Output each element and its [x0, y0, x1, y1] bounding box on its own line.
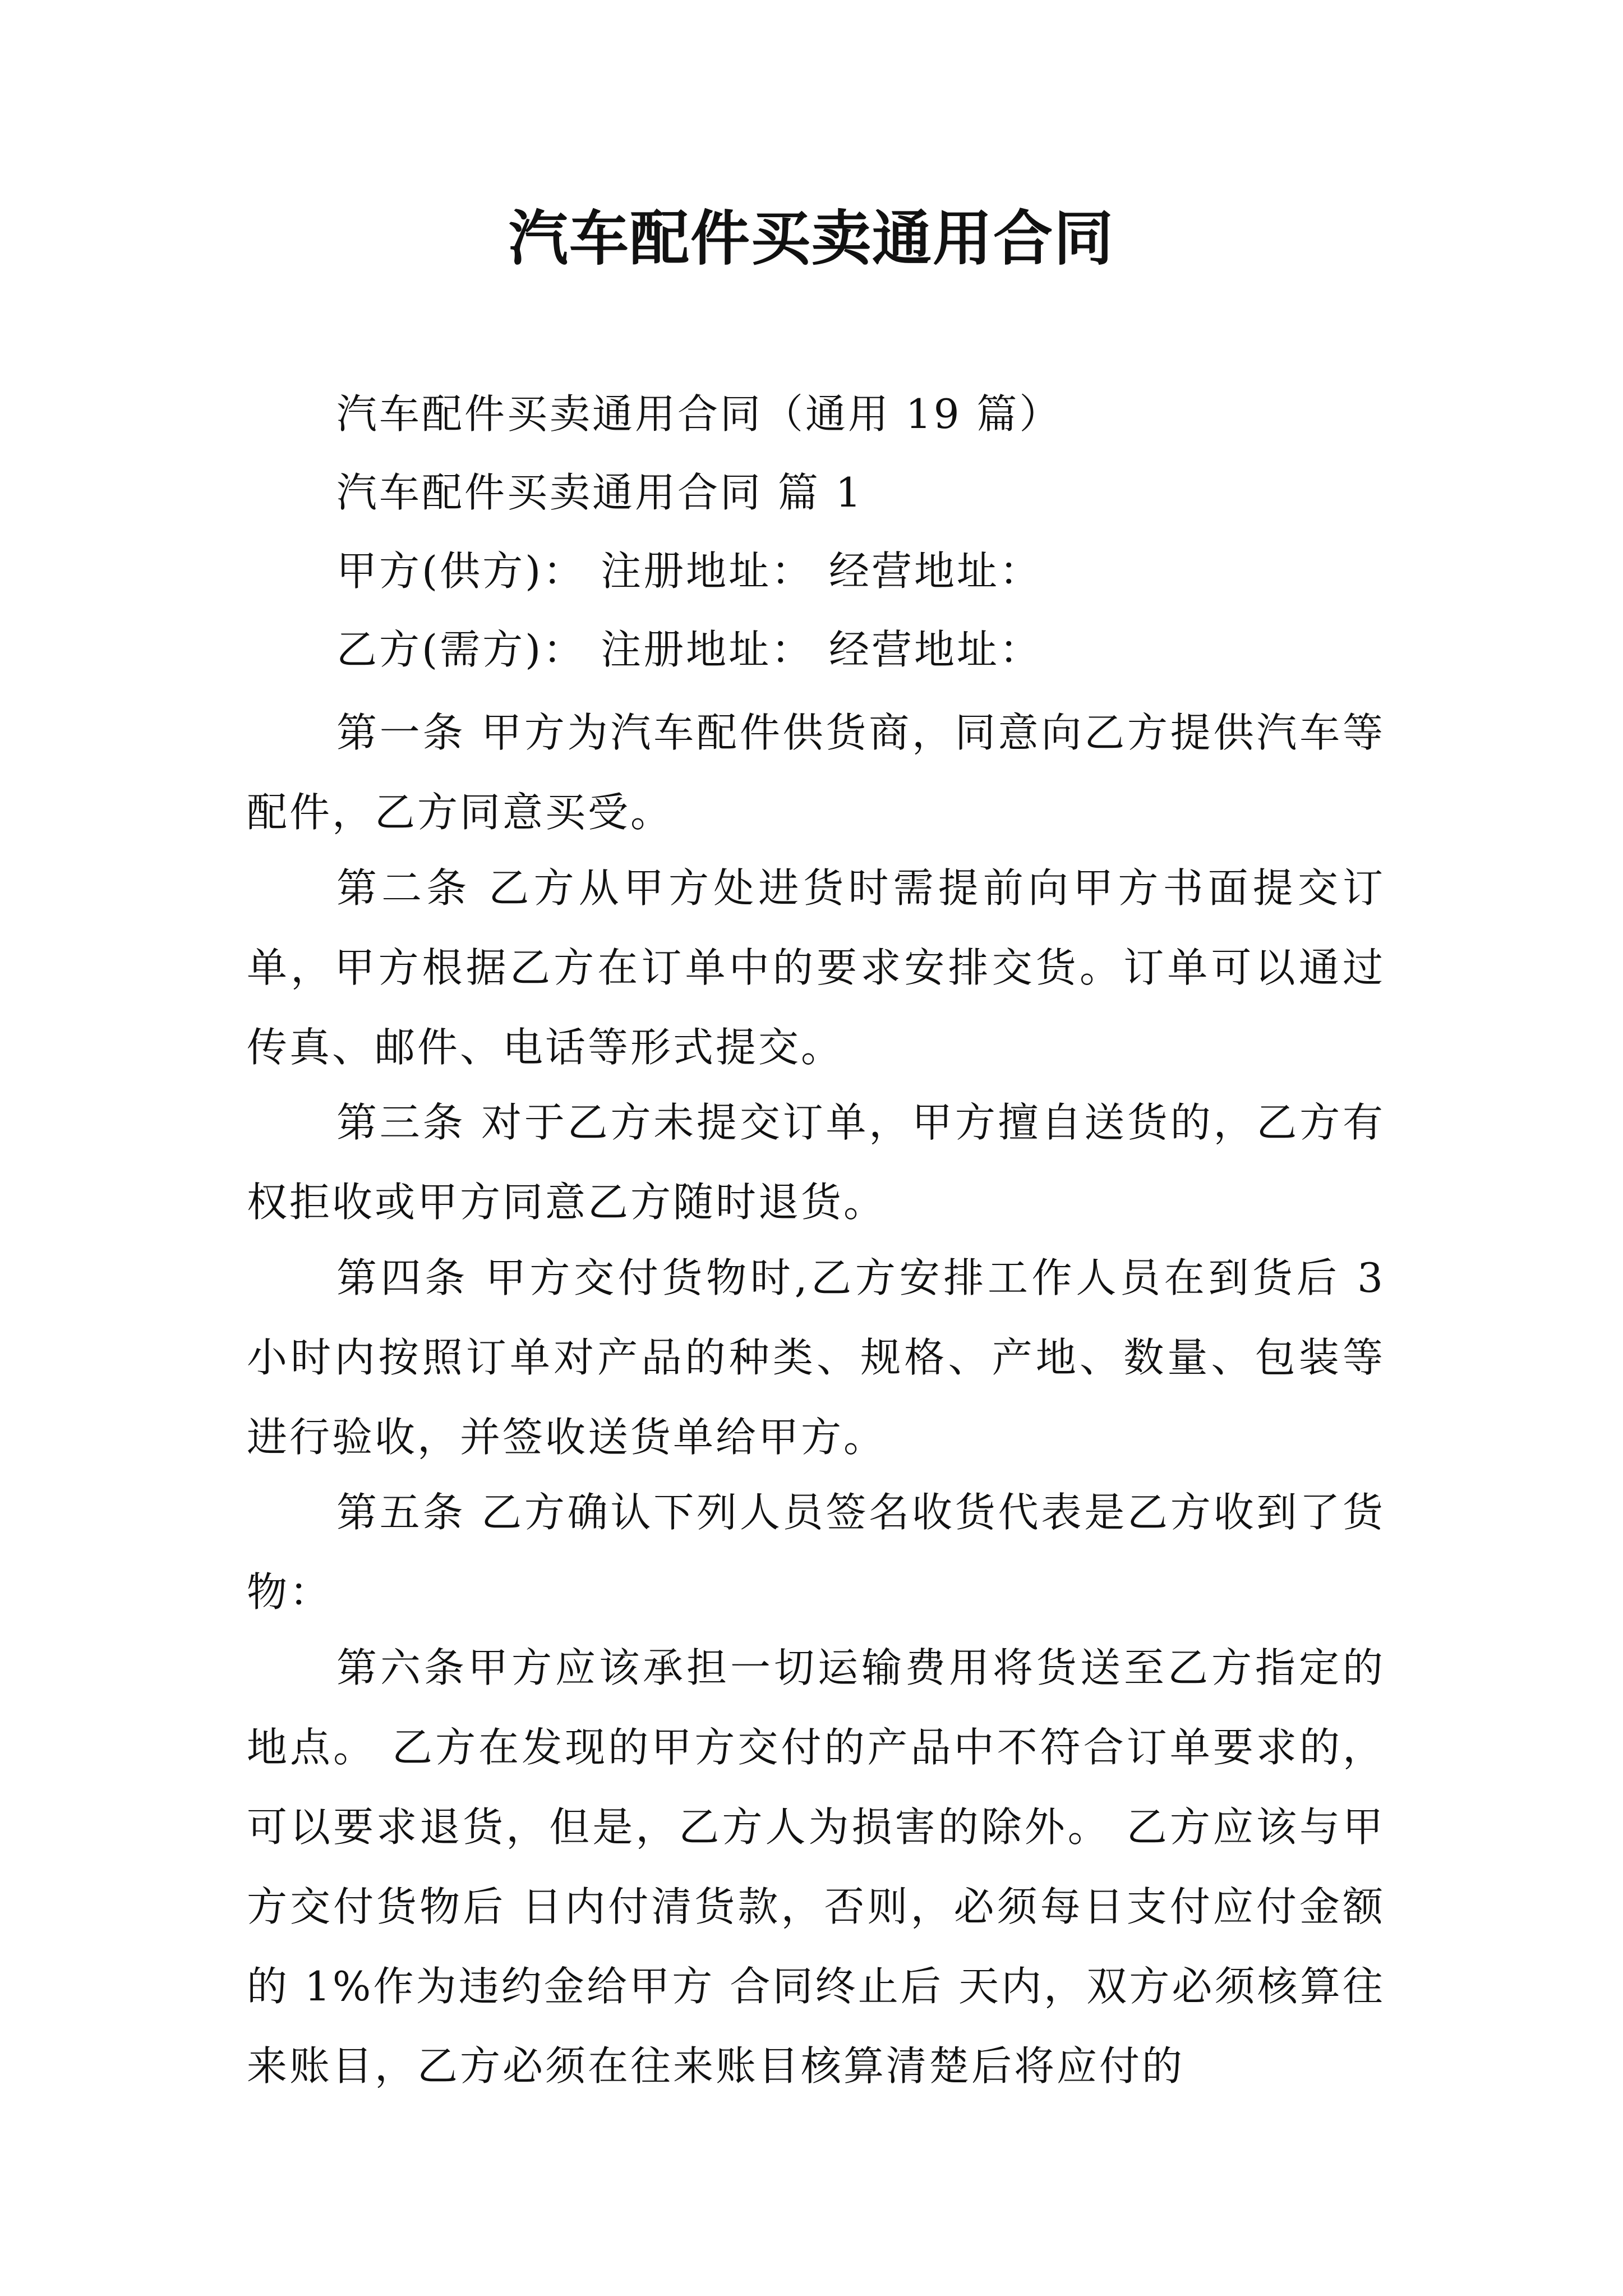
- section-heading: 汽车配件买卖通用合同 篇 1: [336, 469, 864, 516]
- document-subtitle: 汽车配件买卖通用合同（通用 19 篇）: [336, 390, 1062, 438]
- clause-1: 第一条 甲方为汽车配件供货商，同意向乙方提供汽车等配件，乙方同意买受。: [247, 709, 1385, 836]
- document-title: 汽车配件买卖通用合同: [509, 203, 1114, 273]
- party-a-info: 甲方(供方)： 注册地址： 经营地址：: [336, 547, 1042, 595]
- clause-3: 第三条 对于乙方未提交订单，甲方擅自送货的，乙方有权拒收或甲方同意乙方随时退货。: [247, 1099, 1385, 1226]
- clause-4: 第四条 甲方交付货物时,乙方安排工作人员在到货后 3 小时内按照订单对产品的种类、规格、产地、数量、包装等进行验收，并签收送货单给甲方。: [247, 1254, 1385, 1461]
- party-b-info: 乙方(需方)： 注册地址： 经营地址：: [336, 626, 1042, 673]
- clause-5: 第五条 乙方确认下列人员签名收货代表是乙方收到了货物：: [247, 1489, 1385, 1616]
- clause-6: 第六条甲方应该承担一切运输费用将货送至乙方指定的地点。 乙方在发现的甲方交付的产品中不符合订单要求的，可以要求退货，但是，乙方人为损害的除外。 乙方应该与甲方交付货物后 日内付清货款，否则，必须每日支付应付金额的 1%作为违约金给甲方 合同终止后 天内，双方必须核算往来账目，乙方必须在往来账目核算清楚后将应付的: [247, 1644, 1385, 2090]
- clause-2: 第二条 乙方从甲方处进货时需提前向甲方书面提交订单，甲方根据乙方在订单中的要求安排交货。订单可以通过传真、邮件、电话等形式提交。: [247, 864, 1385, 1071]
